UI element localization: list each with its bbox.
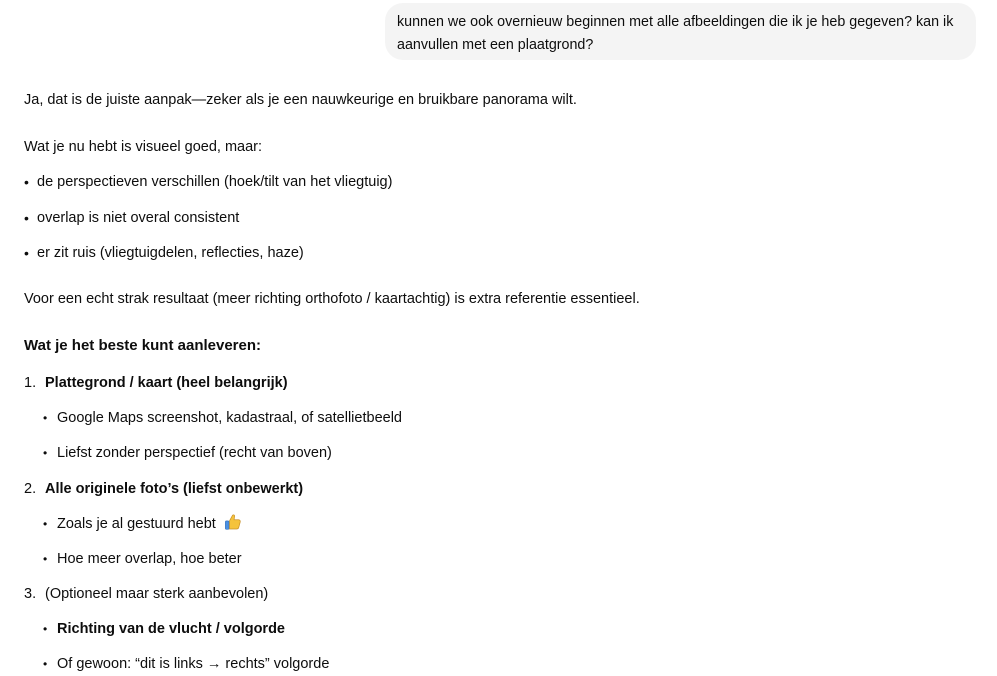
item-title: Plattegrond / kaart (heel belangrijk): [45, 375, 288, 391]
bullet-icon: •: [43, 411, 48, 425]
bullet-icon: •: [43, 657, 48, 671]
bullet-icon: •: [43, 622, 48, 636]
user-message-text: kunnen we ook overnieuw beginnen met alle afbeeldingen die ik je heb gegeven? kan ik aanvullen met een plaatgrond?: [397, 14, 954, 53]
thumbs-up-icon: [224, 513, 242, 531]
bullet-icon: •: [43, 552, 48, 566]
bullet-icon: •: [24, 174, 29, 190]
assistant-conclusion: Voor een echt strak resultaat (meer richting orthofoto / kaartachtig) is extra referentie essentieel.: [24, 291, 640, 307]
assistant-current-state: Wat je nu hebt is visueel goed, maar:: [24, 139, 263, 155]
section-heading: Wat je het beste kunt aanleveren:: [24, 337, 262, 354]
bullet-icon: •: [43, 446, 48, 460]
bullet-icon: •: [24, 210, 29, 226]
item-title: (Optioneel maar sterk aanbevolen): [45, 586, 269, 602]
bullet-icon: •: [43, 517, 48, 531]
item-number: 1.: [24, 375, 37, 391]
item-number: 2.: [24, 481, 37, 497]
assistant-intro: Ja, dat is de juiste aanpak—zeker als je een nauwkeurige en bruikbare panorama wilt.: [24, 92, 577, 108]
item-title: Alle originele foto’s (liefst onbewerkt): [45, 481, 304, 497]
bullet-icon: •: [24, 245, 29, 261]
item-number: 3.: [24, 586, 37, 602]
user-message-bubble: [385, 3, 976, 60]
